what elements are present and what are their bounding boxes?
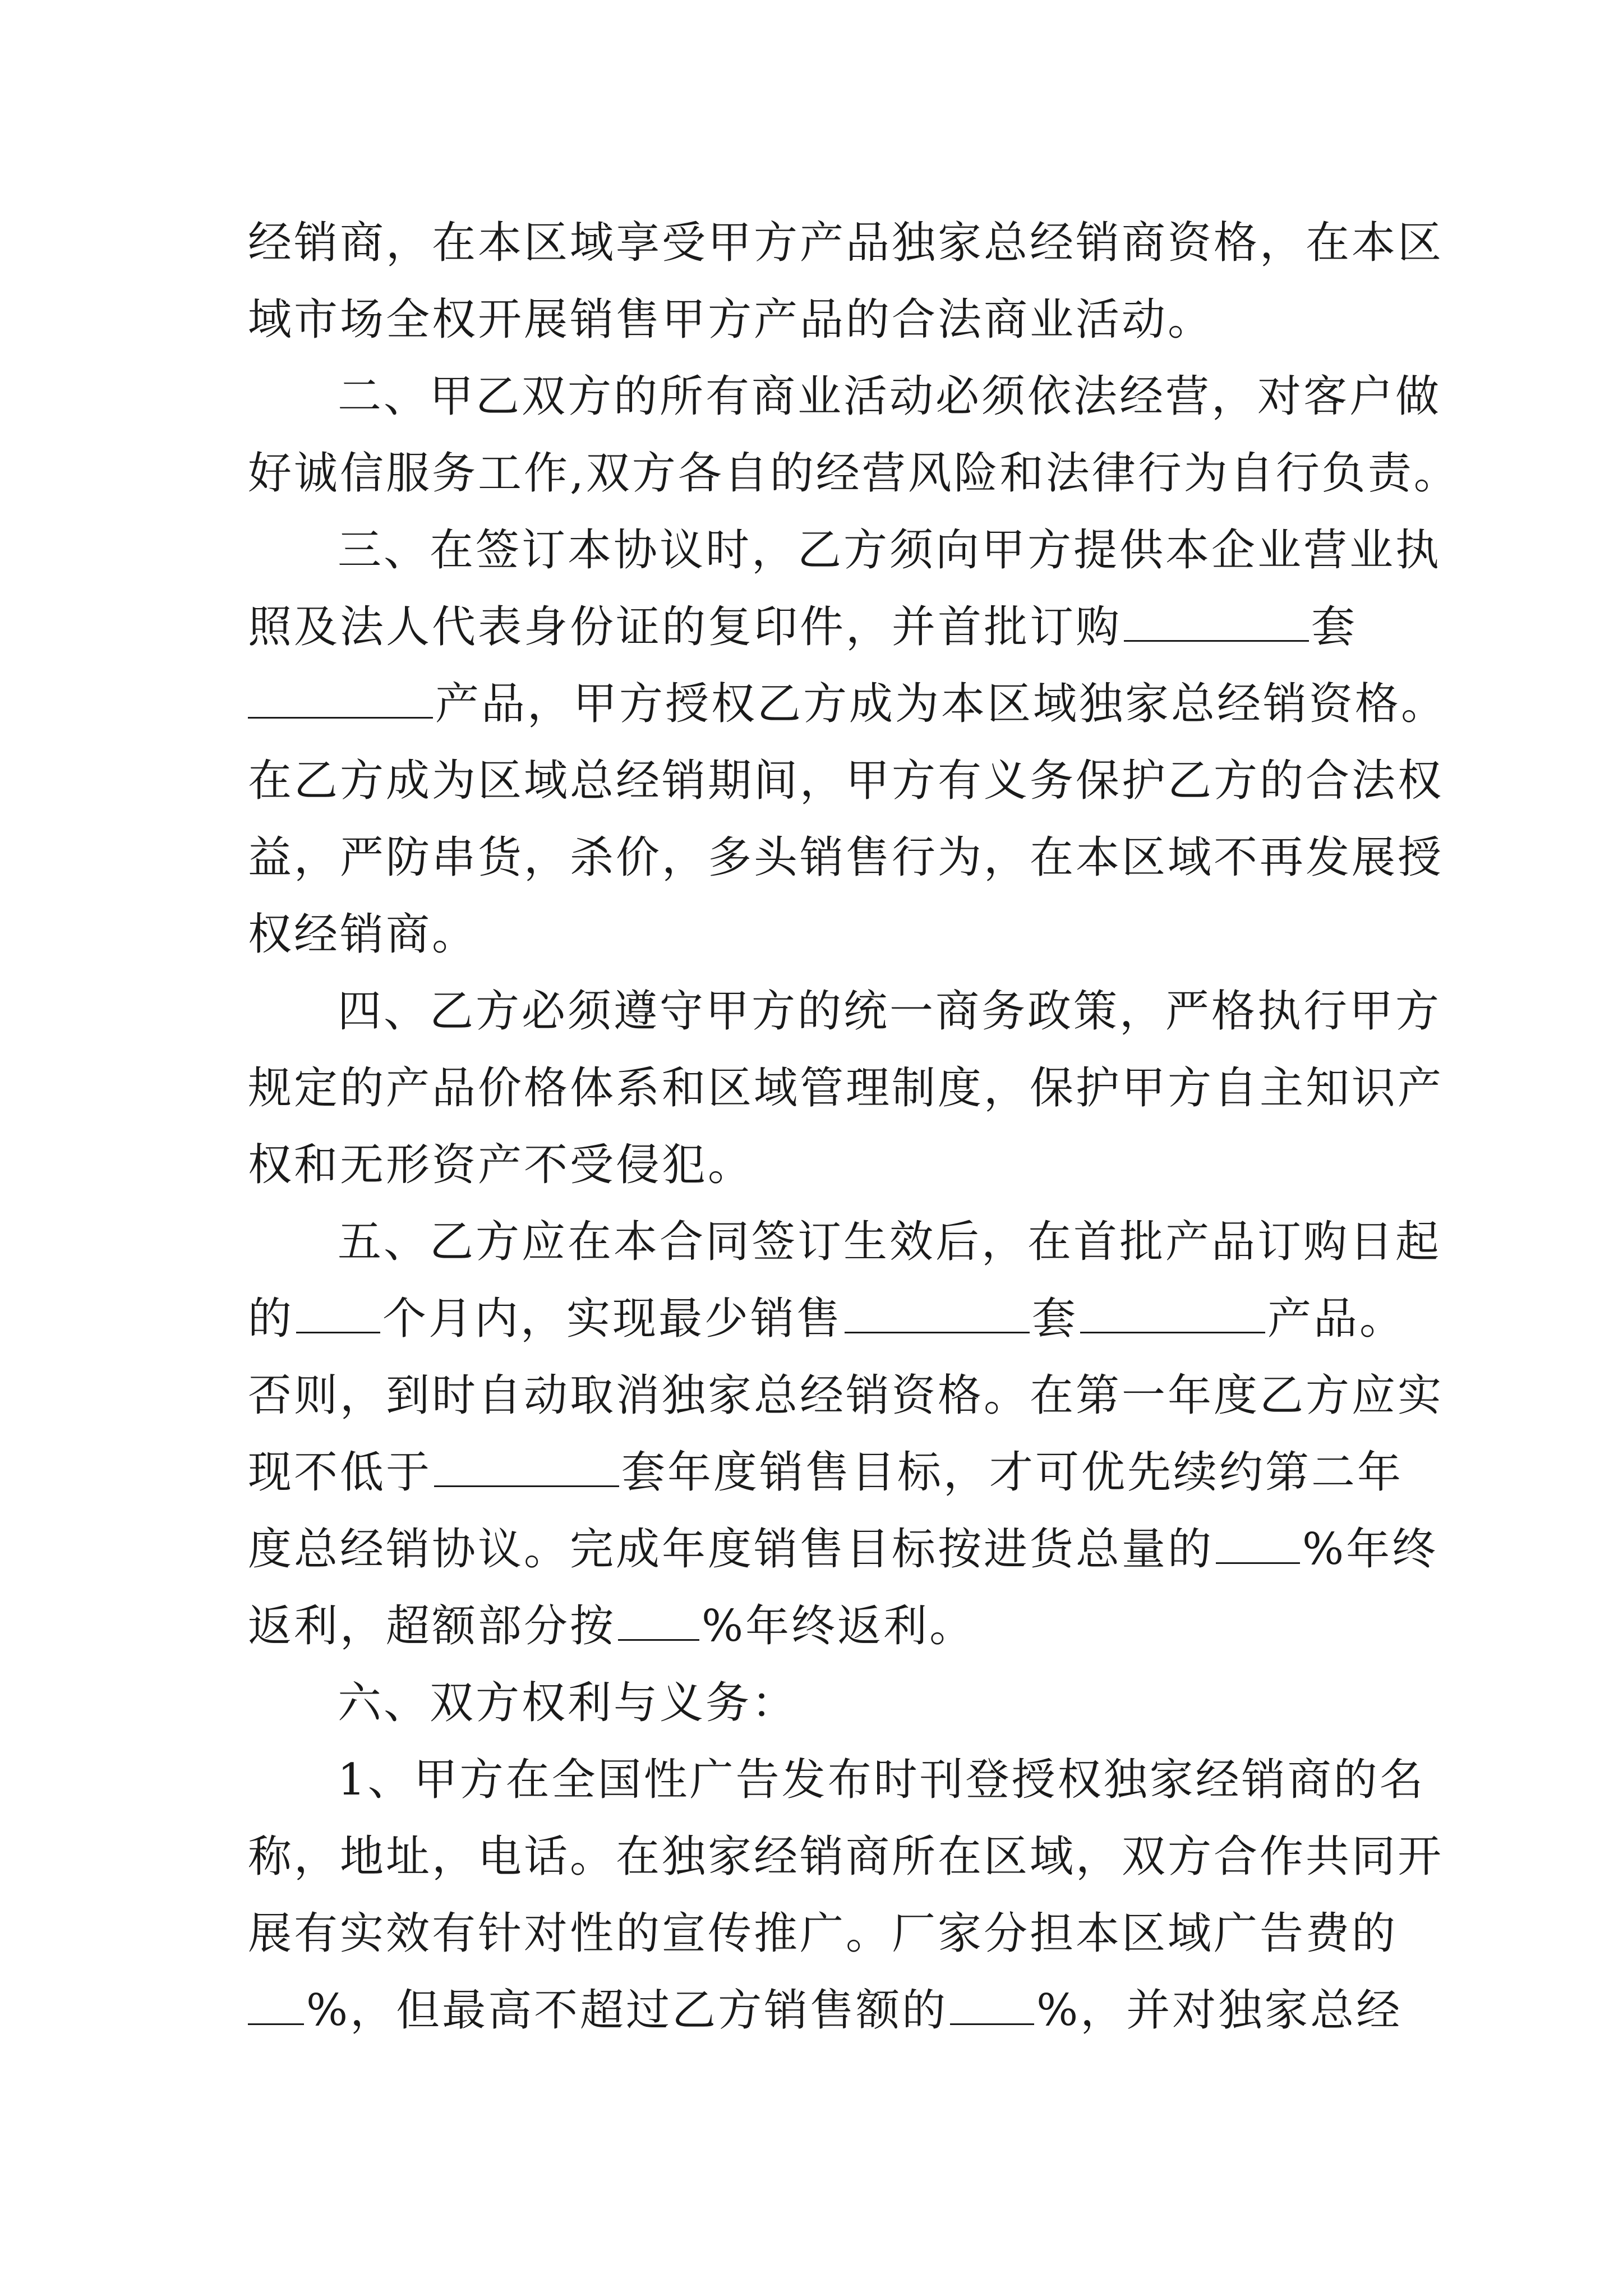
text-line xyxy=(248,666,1447,743)
text-segment: 的 xyxy=(248,1294,294,1344)
text-line: 益，严防串货，杀价，多头销售行为，在本区域不再发展授 xyxy=(248,832,1444,883)
text-line xyxy=(248,1972,1403,2049)
text-segment: 套年度销售目标，才可优先续约第二年 xyxy=(621,1447,1404,1498)
blank-field[interactable] xyxy=(845,1297,1030,1333)
text-line xyxy=(248,1434,1404,1511)
text-segment: 现不低于 xyxy=(248,1447,432,1498)
text-segment: 照及法人代表身份证的复印件，并首批订购 xyxy=(248,602,1122,652)
text-segment: %年终返利。 xyxy=(702,1601,976,1651)
text-segment: %年终 xyxy=(1302,1524,1438,1575)
text-line xyxy=(248,1588,1381,1665)
text-line xyxy=(248,1281,1406,1358)
clause-4-line: 四、乙方必须遵守甲方的统一商务政策，严格执行甲方 xyxy=(338,986,1442,1037)
text-segment: 度总经销协议。完成年度销售目标按进货总量的 xyxy=(248,1524,1214,1575)
text-segment: %，并对独家总经 xyxy=(1036,1985,1403,2036)
text-segment: 套 xyxy=(1311,602,1358,652)
text-line xyxy=(248,589,1381,666)
text-line: 域市场全权开展销售甲方产品的合法商业活动。 xyxy=(248,295,1214,345)
text-line: 权经销商。 xyxy=(248,909,478,960)
blank-field[interactable] xyxy=(618,1604,699,1641)
blank-field[interactable] xyxy=(248,1989,304,2025)
text-segment: 套 xyxy=(1032,1294,1078,1344)
blank-field[interactable] xyxy=(248,682,433,719)
blank-field[interactable] xyxy=(434,1451,619,1487)
blank-field[interactable] xyxy=(1080,1297,1265,1333)
text-line: 好诚信服务工作,双方各自的经营风险和法律行为自行负责。 xyxy=(248,448,1460,499)
text-segment: 产品，甲方授权乙方成为本区域独家总经销资格。 xyxy=(435,679,1447,729)
blank-field[interactable] xyxy=(296,1297,380,1333)
text-line: 否则，到时自动取消独家总经销资格。在第一年度乙方应实 xyxy=(248,1370,1444,1421)
blank-field[interactable] xyxy=(950,1989,1034,2025)
text-segment: 返利，超额部分按 xyxy=(248,1601,616,1651)
blank-field[interactable] xyxy=(1216,1527,1300,1564)
subclause-1-line: 1、甲方在全国性广告发布时刊登授权独家经销商的名 xyxy=(338,1755,1426,1805)
contract-body xyxy=(248,205,1460,2049)
clause-3-line: 三、在签订本协议时，乙方须向甲方提供本企业营业执 xyxy=(338,525,1442,576)
text-line: 规定的产品价格体系和区域管理制度，保护甲方自主知识产 xyxy=(248,1063,1444,1114)
text-segment: 个月内，实现最少销售 xyxy=(382,1294,843,1344)
clause-6-heading: 六、双方权利与义务： xyxy=(338,1678,798,1728)
text-line: 在乙方成为区域总经销期间，甲方有义务保护乙方的合法权 xyxy=(248,756,1444,806)
blank-field[interactable] xyxy=(1124,605,1309,642)
text-line: 权和无形资产不受侵犯。 xyxy=(248,1140,754,1190)
text-line: 称，地址，电话。在独家经销商所在区域，双方合作共同开 xyxy=(248,1832,1444,1882)
text-line: 经销商，在本区域享受甲方产品独家总经销商资格，在本区 xyxy=(248,218,1444,268)
text-segment: %，但最高不超过乙方销售额的 xyxy=(306,1985,948,2036)
text-line: 展有实效有针对性的宣传推广。厂家分担本区域广告费的 xyxy=(248,1908,1398,1959)
text-line xyxy=(248,1511,1438,1588)
clause-2-line: 二、甲乙双方的所有商业活动必须依法经营，对客户做 xyxy=(338,371,1442,422)
clause-5-line: 五、乙方应在本合同签订生效后，在首批产品订购日起 xyxy=(338,1217,1442,1267)
text-segment: 产品。 xyxy=(1267,1294,1406,1344)
